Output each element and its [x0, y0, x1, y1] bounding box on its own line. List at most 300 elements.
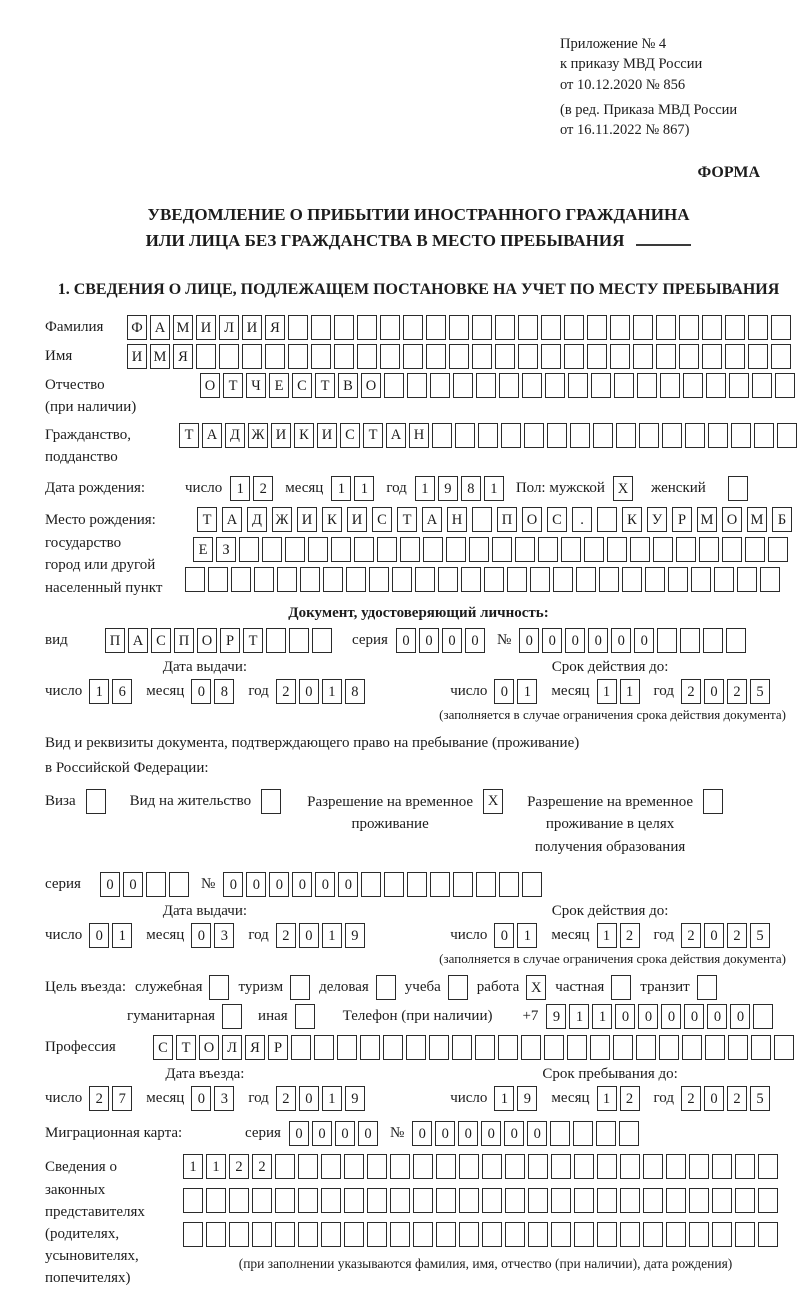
form-cell[interactable]	[725, 344, 745, 369]
form-cell[interactable]: 0	[123, 872, 143, 897]
purpose-work-checkbox[interactable]	[526, 975, 546, 1000]
form-cell[interactable]: И	[297, 507, 317, 532]
form-cell[interactable]: 1	[89, 679, 109, 704]
form-cell[interactable]: 0	[519, 628, 539, 653]
form-cell[interactable]: 7	[112, 1086, 132, 1111]
form-cell[interactable]	[685, 423, 705, 448]
form-cell[interactable]	[455, 423, 475, 448]
form-cell[interactable]	[518, 344, 538, 369]
phone-cells[interactable]	[546, 1004, 773, 1029]
form-cell[interactable]	[469, 537, 489, 562]
form-cell[interactable]	[222, 1004, 242, 1029]
form-cell[interactable]: 0	[191, 679, 211, 704]
form-cell[interactable]	[492, 537, 512, 562]
stay-issue-month-cells[interactable]	[191, 923, 234, 948]
form-cell[interactable]	[499, 872, 519, 897]
form-cell[interactable]: 0	[338, 872, 358, 897]
form-cell[interactable]	[321, 1154, 341, 1179]
form-cell[interactable]	[482, 1188, 502, 1213]
form-cell[interactable]	[275, 1188, 295, 1213]
profession-cells[interactable]	[153, 1035, 794, 1060]
form-cell[interactable]	[702, 315, 722, 340]
form-cell[interactable]	[430, 373, 450, 398]
doc-kind-cells[interactable]	[105, 628, 332, 653]
form-cell[interactable]	[553, 567, 573, 592]
form-cell[interactable]: 0	[269, 872, 289, 897]
form-cell[interactable]: Т	[315, 373, 335, 398]
form-cell[interactable]	[367, 1188, 387, 1213]
form-cell[interactable]	[587, 315, 607, 340]
form-cell[interactable]	[334, 315, 354, 340]
form-cell[interactable]: 0	[292, 872, 312, 897]
form-cell[interactable]: 2	[89, 1086, 109, 1111]
form-cell[interactable]: 0	[588, 628, 608, 653]
form-cell[interactable]: Ж	[248, 423, 268, 448]
form-cell[interactable]	[544, 1035, 564, 1060]
form-cell[interactable]	[751, 1035, 771, 1060]
form-cell[interactable]	[452, 1035, 472, 1060]
form-cell[interactable]: О	[722, 507, 742, 532]
form-cell[interactable]	[308, 537, 328, 562]
form-cell[interactable]	[706, 373, 726, 398]
form-cell[interactable]	[680, 628, 700, 653]
form-cell[interactable]	[254, 567, 274, 592]
form-cell[interactable]: 8	[345, 679, 365, 704]
form-cell[interactable]: 2	[681, 923, 701, 948]
form-cell[interactable]	[262, 537, 282, 562]
custodians-row3-cells[interactable]	[183, 1222, 778, 1247]
form-cell[interactable]: С	[151, 628, 171, 653]
form-cell[interactable]: Е	[269, 373, 289, 398]
form-cell[interactable]: 1	[569, 1004, 589, 1029]
form-cell[interactable]: 0	[704, 1086, 724, 1111]
form-cell[interactable]: 9	[517, 1086, 537, 1111]
form-cell[interactable]	[413, 1188, 433, 1213]
form-cell[interactable]	[400, 537, 420, 562]
form-cell[interactable]: 8	[214, 679, 234, 704]
form-cell[interactable]	[620, 1222, 640, 1247]
purpose-other-checkbox[interactable]	[295, 1004, 315, 1029]
form-cell[interactable]	[748, 315, 768, 340]
form-cell[interactable]: 1	[354, 476, 374, 501]
form-cell[interactable]	[597, 1188, 617, 1213]
form-cell[interactable]	[662, 423, 682, 448]
form-cell[interactable]	[501, 423, 521, 448]
form-cell[interactable]	[676, 537, 696, 562]
form-cell[interactable]: 0	[442, 628, 462, 653]
form-cell[interactable]	[376, 975, 396, 1000]
form-cell[interactable]	[699, 537, 719, 562]
form-cell[interactable]: 0	[707, 1004, 727, 1029]
form-cell[interactable]	[300, 567, 320, 592]
form-cell[interactable]	[689, 1188, 709, 1213]
form-cell[interactable]: Д	[247, 507, 267, 532]
form-cell[interactable]: 1	[206, 1154, 226, 1179]
form-cell[interactable]: 0	[661, 1004, 681, 1029]
form-cell[interactable]: 0	[481, 1121, 501, 1146]
form-cell[interactable]	[298, 1222, 318, 1247]
form-cell[interactable]: П	[174, 628, 194, 653]
form-cell[interactable]	[413, 1222, 433, 1247]
form-cell[interactable]: И	[317, 423, 337, 448]
form-cell[interactable]: А	[128, 628, 148, 653]
form-cell[interactable]	[725, 315, 745, 340]
form-cell[interactable]	[438, 567, 458, 592]
form-cell[interactable]: С	[547, 507, 567, 532]
form-cell[interactable]: 2	[253, 476, 273, 501]
form-cell[interactable]	[361, 872, 381, 897]
form-cell[interactable]	[659, 1035, 679, 1060]
form-cell[interactable]: П	[105, 628, 125, 653]
form-cell[interactable]	[775, 373, 795, 398]
form-cell[interactable]	[705, 1035, 725, 1060]
form-cell[interactable]: 0	[412, 1121, 432, 1146]
form-cell[interactable]: К	[294, 423, 314, 448]
form-cell[interactable]	[753, 1004, 773, 1029]
form-cell[interactable]	[499, 373, 519, 398]
form-cell[interactable]: Р	[672, 507, 692, 532]
form-cell[interactable]	[660, 373, 680, 398]
form-cell[interactable]	[291, 1035, 311, 1060]
form-cell[interactable]	[360, 1035, 380, 1060]
form-cell[interactable]	[390, 1188, 410, 1213]
form-cell[interactable]: 0	[223, 872, 243, 897]
form-cell[interactable]	[712, 1188, 732, 1213]
stay-doc-number-cells[interactable]	[223, 872, 542, 897]
form-cell[interactable]	[367, 1222, 387, 1247]
form-cell[interactable]	[275, 1222, 295, 1247]
form-cell[interactable]	[614, 373, 634, 398]
form-cell[interactable]	[639, 423, 659, 448]
entry-day-cells[interactable]	[89, 1086, 132, 1111]
form-cell[interactable]: З	[216, 537, 236, 562]
stay-until-day-cells[interactable]	[494, 1086, 537, 1111]
form-cell[interactable]: 2	[252, 1154, 272, 1179]
form-cell[interactable]: 2	[276, 923, 296, 948]
form-cell[interactable]	[219, 344, 239, 369]
form-cell[interactable]	[334, 344, 354, 369]
form-cell[interactable]	[714, 567, 734, 592]
form-cell[interactable]	[515, 537, 535, 562]
form-cell[interactable]	[448, 975, 468, 1000]
form-cell[interactable]	[528, 1222, 548, 1247]
form-cell[interactable]	[524, 423, 544, 448]
stay-expiry-day-cells[interactable]	[494, 923, 537, 948]
form-cell[interactable]: 0	[565, 628, 585, 653]
form-cell[interactable]	[702, 344, 722, 369]
form-cell[interactable]: 2	[276, 1086, 296, 1111]
form-cell[interactable]	[498, 1035, 518, 1060]
form-cell[interactable]	[407, 872, 427, 897]
form-cell[interactable]: Л	[219, 315, 239, 340]
form-cell[interactable]: Н	[409, 423, 429, 448]
form-cell[interactable]	[453, 872, 473, 897]
form-cell[interactable]	[643, 1188, 663, 1213]
form-cell[interactable]	[344, 1222, 364, 1247]
form-cell[interactable]	[666, 1222, 686, 1247]
stay-expiry-month-cells[interactable]	[597, 923, 640, 948]
form-cell[interactable]	[530, 567, 550, 592]
form-cell[interactable]: П	[497, 507, 517, 532]
purpose-humanitarian-checkbox[interactable]	[222, 1004, 242, 1029]
form-cell[interactable]: 0	[396, 628, 416, 653]
form-cell[interactable]	[570, 423, 590, 448]
form-cell[interactable]: Т	[243, 628, 263, 653]
form-cell[interactable]	[459, 1154, 479, 1179]
form-cell[interactable]	[656, 344, 676, 369]
form-cell[interactable]: 0	[504, 1121, 524, 1146]
birthplace-row1-cells[interactable]	[197, 507, 792, 532]
form-cell[interactable]: 0	[465, 628, 485, 653]
form-cell[interactable]	[748, 344, 768, 369]
form-cell[interactable]	[668, 567, 688, 592]
form-cell[interactable]	[482, 1222, 502, 1247]
form-cell[interactable]	[449, 315, 469, 340]
form-cell[interactable]	[729, 373, 749, 398]
form-cell[interactable]	[758, 1222, 778, 1247]
form-cell[interactable]	[574, 1154, 594, 1179]
form-cell[interactable]	[613, 1035, 633, 1060]
form-cell[interactable]	[620, 1154, 640, 1179]
form-cell[interactable]	[229, 1188, 249, 1213]
stay-expiry-year-cells[interactable]	[681, 923, 770, 948]
visa-checkbox[interactable]	[86, 789, 106, 814]
form-cell[interactable]	[495, 315, 515, 340]
form-cell[interactable]	[551, 1222, 571, 1247]
form-cell[interactable]: 0	[730, 1004, 750, 1029]
form-cell[interactable]	[587, 344, 607, 369]
form-cell[interactable]	[507, 567, 527, 592]
form-cell[interactable]	[728, 1035, 748, 1060]
form-cell[interactable]: 1	[322, 923, 342, 948]
form-cell[interactable]: 5	[750, 679, 770, 704]
form-cell[interactable]	[415, 567, 435, 592]
form-cell[interactable]: И	[242, 315, 262, 340]
form-cell[interactable]	[610, 315, 630, 340]
form-cell[interactable]: 3	[214, 923, 234, 948]
form-cell[interactable]	[735, 1154, 755, 1179]
form-cell[interactable]	[722, 537, 742, 562]
form-cell[interactable]: 0	[419, 628, 439, 653]
form-cell[interactable]: 0	[527, 1121, 547, 1146]
form-cell[interactable]	[265, 344, 285, 369]
expiry-year-cells[interactable]	[681, 679, 770, 704]
purpose-private-checkbox[interactable]	[611, 975, 631, 1000]
form-cell[interactable]: 2	[727, 923, 747, 948]
form-cell[interactable]	[768, 537, 788, 562]
form-cell[interactable]	[290, 975, 310, 1000]
form-cell[interactable]: А	[202, 423, 222, 448]
form-cell[interactable]	[643, 1154, 663, 1179]
form-cell[interactable]: 0	[335, 1121, 355, 1146]
form-cell[interactable]	[597, 1154, 617, 1179]
form-cell[interactable]: 8	[461, 476, 481, 501]
form-cell[interactable]	[430, 872, 450, 897]
form-cell[interactable]	[584, 537, 604, 562]
form-cell[interactable]: 6	[112, 679, 132, 704]
form-cell[interactable]	[242, 344, 262, 369]
form-cell[interactable]	[691, 567, 711, 592]
form-cell[interactable]	[731, 423, 751, 448]
form-cell[interactable]: 0	[611, 628, 631, 653]
form-cell[interactable]: 0	[246, 872, 266, 897]
form-cell[interactable]: 0	[704, 923, 724, 948]
residence-permit-checkbox[interactable]	[261, 789, 281, 814]
form-cell[interactable]	[472, 507, 492, 532]
form-cell[interactable]	[528, 1154, 548, 1179]
form-cell[interactable]	[758, 1154, 778, 1179]
form-cell[interactable]: Ч	[246, 373, 266, 398]
form-cell[interactable]	[288, 315, 308, 340]
form-cell[interactable]	[630, 537, 650, 562]
form-cell[interactable]	[436, 1188, 456, 1213]
form-cell[interactable]	[413, 1154, 433, 1179]
form-cell[interactable]: 1	[597, 1086, 617, 1111]
form-cell[interactable]	[643, 1222, 663, 1247]
form-cell[interactable]: 5	[750, 923, 770, 948]
temp-residence-edu-checkbox[interactable]	[703, 789, 723, 814]
sex-male-checkbox[interactable]	[613, 476, 633, 501]
form-cell[interactable]	[689, 1222, 709, 1247]
form-cell[interactable]	[321, 1222, 341, 1247]
form-cell[interactable]	[311, 344, 331, 369]
form-cell[interactable]	[206, 1188, 226, 1213]
form-cell[interactable]: 9	[546, 1004, 566, 1029]
form-cell[interactable]: 9	[345, 1086, 365, 1111]
form-cell[interactable]	[406, 1035, 426, 1060]
doc-number-cells[interactable]	[519, 628, 746, 653]
form-cell[interactable]	[311, 315, 331, 340]
form-cell[interactable]	[712, 1222, 732, 1247]
patronymic-input-cells[interactable]	[200, 373, 795, 398]
form-cell[interactable]	[712, 1154, 732, 1179]
form-cell[interactable]: Т	[223, 373, 243, 398]
form-cell[interactable]: 2	[681, 1086, 701, 1111]
issue-day-cells[interactable]	[89, 679, 132, 704]
form-cell[interactable]: О	[361, 373, 381, 398]
form-cell[interactable]	[231, 567, 251, 592]
form-cell[interactable]	[551, 1154, 571, 1179]
form-cell[interactable]: 1	[322, 679, 342, 704]
form-cell[interactable]: О	[199, 1035, 219, 1060]
form-cell[interactable]: X	[483, 789, 503, 814]
migration-number-cells[interactable]	[412, 1121, 639, 1146]
form-cell[interactable]	[568, 373, 588, 398]
form-cell[interactable]	[295, 1004, 315, 1029]
form-cell[interactable]: Т	[179, 423, 199, 448]
form-cell[interactable]: М	[747, 507, 767, 532]
form-cell[interactable]	[758, 1188, 778, 1213]
form-cell[interactable]: 1	[597, 923, 617, 948]
form-cell[interactable]	[597, 507, 617, 532]
form-cell[interactable]: 0	[638, 1004, 658, 1029]
form-cell[interactable]: 2	[727, 679, 747, 704]
form-cell[interactable]	[551, 1188, 571, 1213]
form-cell[interactable]	[619, 1121, 639, 1146]
form-cell[interactable]	[312, 628, 332, 653]
form-cell[interactable]	[735, 1222, 755, 1247]
form-cell[interactable]: Я	[245, 1035, 265, 1060]
form-cell[interactable]	[777, 423, 797, 448]
form-cell[interactable]	[653, 537, 673, 562]
form-cell[interactable]	[518, 315, 538, 340]
expiry-month-cells[interactable]	[597, 679, 640, 704]
form-cell[interactable]	[521, 1035, 541, 1060]
form-cell[interactable]	[478, 423, 498, 448]
form-cell[interactable]	[476, 872, 496, 897]
form-cell[interactable]: 3	[214, 1086, 234, 1111]
form-cell[interactable]	[607, 537, 627, 562]
form-cell[interactable]: Б	[772, 507, 792, 532]
form-cell[interactable]	[354, 537, 374, 562]
form-cell[interactable]: 0	[299, 923, 319, 948]
form-cell[interactable]: 0	[494, 923, 514, 948]
form-cell[interactable]: А	[222, 507, 242, 532]
form-cell[interactable]	[475, 1035, 495, 1060]
form-cell[interactable]: И	[271, 423, 291, 448]
form-cell[interactable]	[337, 1035, 357, 1060]
form-cell[interactable]	[369, 567, 389, 592]
form-cell[interactable]	[169, 872, 189, 897]
form-cell[interactable]	[703, 789, 723, 814]
form-cell[interactable]	[426, 344, 446, 369]
form-cell[interactable]: С	[372, 507, 392, 532]
form-cell[interactable]: 2	[276, 679, 296, 704]
form-cell[interactable]: 2	[681, 679, 701, 704]
form-cell[interactable]: 0	[289, 1121, 309, 1146]
form-cell[interactable]	[390, 1154, 410, 1179]
form-cell[interactable]	[459, 1188, 479, 1213]
form-cell[interactable]	[461, 567, 481, 592]
form-cell[interactable]	[289, 628, 309, 653]
form-cell[interactable]	[590, 1035, 610, 1060]
form-cell[interactable]: 0	[191, 1086, 211, 1111]
stay-issue-day-cells[interactable]	[89, 923, 132, 948]
form-cell[interactable]: 0	[634, 628, 654, 653]
form-cell[interactable]: 5	[750, 1086, 770, 1111]
form-cell[interactable]	[285, 537, 305, 562]
form-cell[interactable]: X	[613, 476, 633, 501]
purpose-business-checkbox[interactable]	[376, 975, 396, 1000]
form-cell[interactable]	[423, 537, 443, 562]
form-cell[interactable]	[384, 872, 404, 897]
form-cell[interactable]: 0	[312, 1121, 332, 1146]
form-cell[interactable]	[323, 567, 343, 592]
form-cell[interactable]: М	[150, 344, 170, 369]
form-cell[interactable]	[620, 1188, 640, 1213]
form-cell[interactable]: М	[173, 315, 193, 340]
citizenship-input-cells[interactable]	[179, 423, 797, 448]
stay-doc-series-cells[interactable]	[100, 872, 189, 897]
form-cell[interactable]	[645, 567, 665, 592]
form-cell[interactable]	[611, 975, 631, 1000]
migration-series-cells[interactable]	[289, 1121, 378, 1146]
form-cell[interactable]	[573, 1121, 593, 1146]
form-cell[interactable]: Л	[222, 1035, 242, 1060]
form-cell[interactable]	[538, 537, 558, 562]
form-cell[interactable]: X	[526, 975, 546, 1000]
form-cell[interactable]: И	[127, 344, 147, 369]
custodians-row2-cells[interactable]	[183, 1188, 778, 1213]
form-cell[interactable]	[735, 1188, 755, 1213]
form-cell[interactable]: 1	[517, 679, 537, 704]
form-cell[interactable]	[703, 628, 723, 653]
stay-issue-year-cells[interactable]	[276, 923, 365, 948]
form-cell[interactable]	[774, 1035, 794, 1060]
form-cell[interactable]	[449, 344, 469, 369]
form-cell[interactable]	[666, 1188, 686, 1213]
purpose-tourism-checkbox[interactable]	[290, 975, 310, 1000]
